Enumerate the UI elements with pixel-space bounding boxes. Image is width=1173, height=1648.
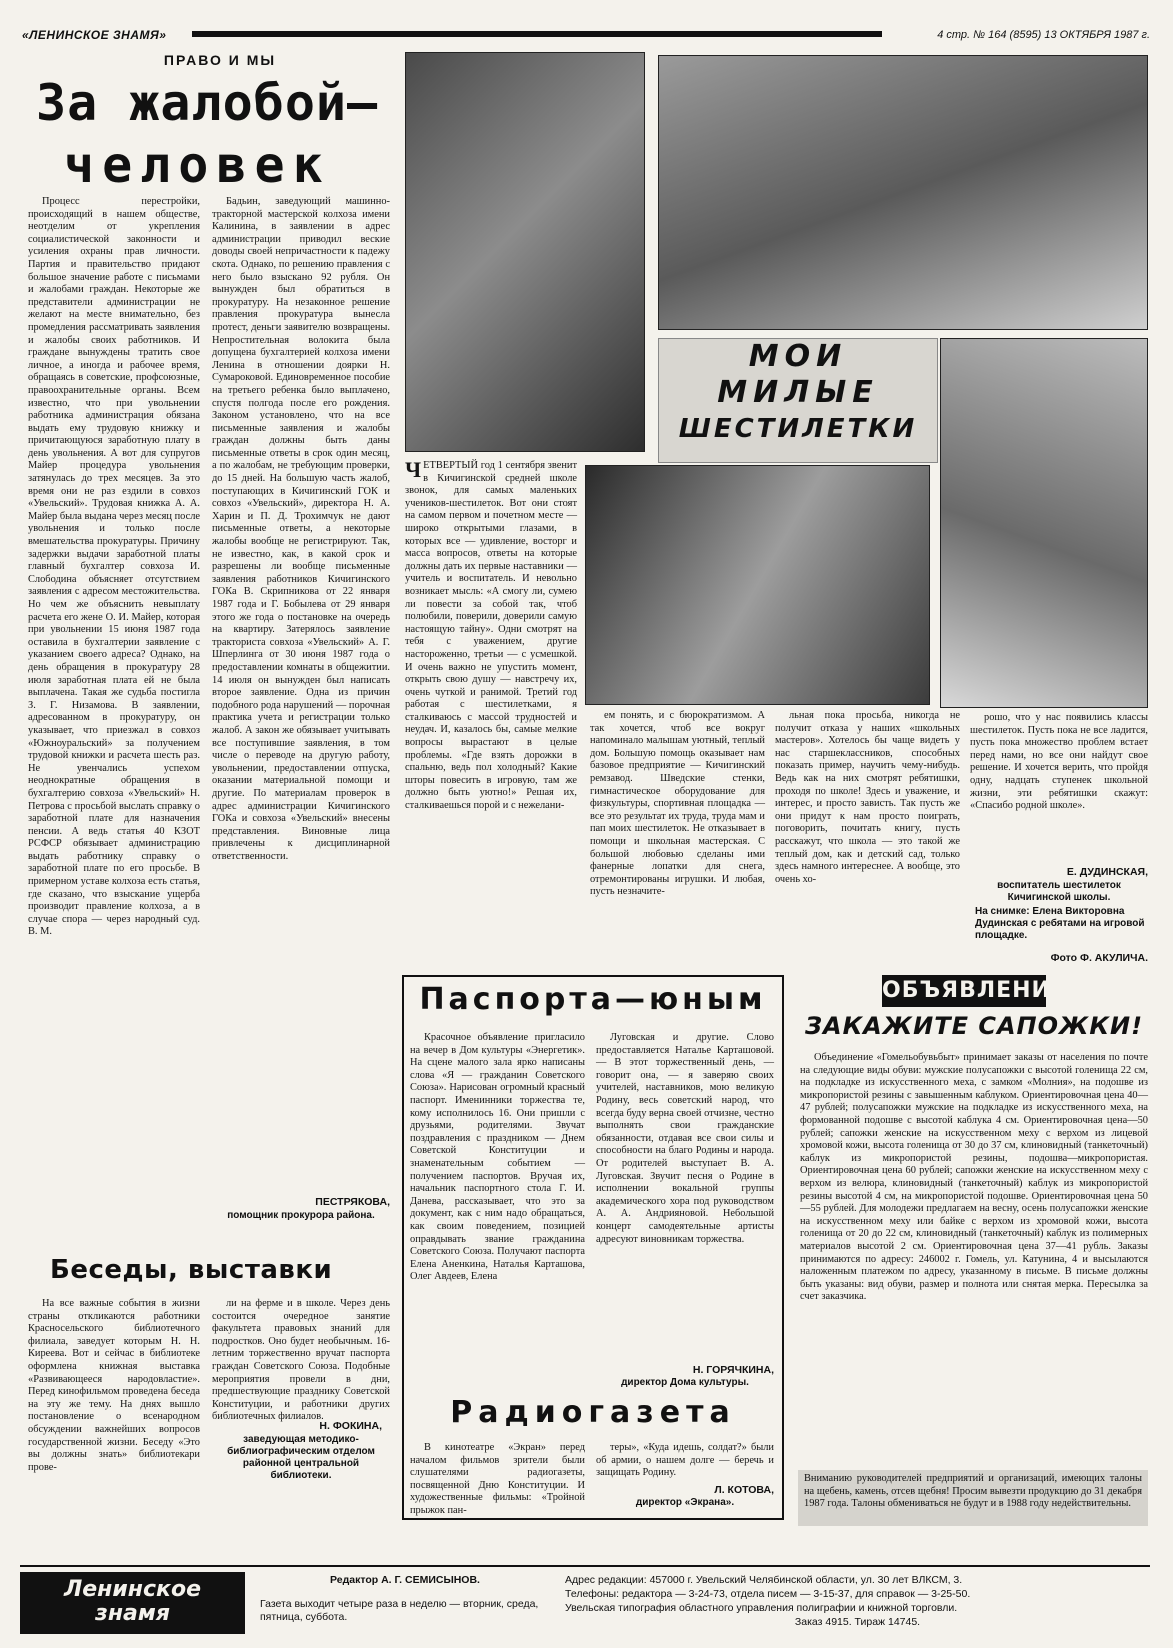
photo-teacher-with-children <box>405 52 645 452</box>
article1-title-line2: человек <box>64 136 331 194</box>
article4-signature-role: директор Дома культуры. <box>621 1377 749 1388</box>
paper-name-header: «ЛЕНИНСКОЕ ЗНАМЯ» <box>22 28 167 42</box>
article3-column-d <box>970 712 1148 860</box>
article5-signature-role: директор «Экрана». <box>635 1497 735 1508</box>
footer-logo <box>20 1572 245 1634</box>
article3-column-a <box>405 457 577 1000</box>
article2-signature-role: заведующая методико-библиографическим отделом районной центральной библиотеки. <box>227 1434 375 1481</box>
article5-column-1 <box>410 1442 585 1516</box>
article2-column-1 <box>28 1298 200 1495</box>
article3-heading-line3: ШЕСТИЛЕТКИ <box>678 414 918 444</box>
article3-col-d-text: рошо, что у нас появились классы шестилеток. Пусть пока не все ладится, пусть пока множество проблем встает перед нами, но все они найдут свое решение. И хочется верить, что пройдя одну, надцать ступенек школьной жизни, эти ребятишки скажут: «Спасибо родной школе». <box>970 712 1148 812</box>
article2-signature: Н. ФОКИНА, <box>319 1420 382 1432</box>
article1-col1-text: Процесс перестройки, происходящий в нашем обществе, неотделим от укрепления социалистической законности и усиления охраны прав личности. Партия и правительство придают большое значение работе с письмами и жалобами граждан. Некоторые же представители администрации не желают на месте внимательно, без промедления рассматривать заявления и жалобы своих работников. И граждане вынуждены тратить свое личное, а иногда и рабочее время, обращаясь в советские, профсоюзные, правоохранительные органы. Всем известно, что при увольнении работника администрация обязана выдать ему трудовую книжку и причитающуюся заработную плату в день увольнения. А вот для супругов Майер процедура увольнения затянулась до трех месяцев. За это время они не раз ездили в совхоз «Увельский». Трудовая книжка А. А. Майер была выдана через месяц после увольнения и только после вмешательства прокуратуры. Причину задержки выдачи заработной платы главный бухгалтер совхоза И. Слободина объясняет отсутствием заявления с адресом местожительства. Но чем же объяснить невыплату расчета его жене О. И. Майер, которая при увольнении 15 июня 1987 года оставила в бухгалтерии заявление с указанием своего адреса? Однако, на день обращения в прокуратуру 28 июля заработная плата ей не была выплачена. Такая же судьба постигла З. Г. Низамова. В заявлении, адресованном в прокуратуру, он указывает, что приезжал в совхоз «Южноуральский» за получением трудовой книжки и расчета шесть раз. Не увенчались успехом неоднократные обращения в бухгалтерию совхоза «Увельский» Н. Петрова с просьбой выслать справку о заработной плате для назначения пенсии. А ведь статья 40 КЗОТ РСФСР обязывает администрацию выдать работнику справку о заработной плате по его просьбе. В примерном уставе колхоза есть статья, где сказано, что взыскание ущерба производит правление колхоза, а в случае спора — через народный суд. В. М. <box>28 196 200 938</box>
article1-column-1 <box>28 196 200 1223</box>
article5-col2-text: теры», «Куда идешь, солдат?» были об армии, о нашем долге — беречь и защищать Родину. <box>596 1442 774 1479</box>
ads-badge: ОБЪЯВЛЕНИЯ <box>882 975 1046 1007</box>
article4-column-1 <box>410 1032 585 1282</box>
header-rule <box>192 31 882 37</box>
ads-text-body: Объединение «Гомельобувьбыт» принимает заказы от населения по почте на следующие виды обуви: мужские полусапожки с высотой голенища 22 см, на подкладке из искусственного меха, с замком «Молния», на подошве из микропористой резины с завышенным каблуком. Ориентировочная цена 40—47 рублей; полусапожки мужские на подкладке из искусственного меха, на формованной подошве с высотой каблука 4 см. Ориентировочная цена—50 рублей; сапожки женские на искусственном меху с верхом из лицевой хромовой кожи, высота голенища от 30 до 37 см, клиновидный (танкеточный) каблук из микропористой резины, подошва—микропористая. Ориентировочная цена 60 рублей; сапожки женские на искусственном меху с верхом из велюра, клиновидный (танкеточный) каблук из микропористой резины высотой 4 см, на микропористой подошве. Ориентировочная цена 50—55 рублей. Для молодежи предлагаем на весну, осень полусапожки женские на искусственном меху или байке с верхом из хромовой кожи, высота голенища от 20 до 22 см, клиновидный (танкеточный) каблук из полимерных материалов высотой 2 см. Ориентировочная цена 37—41 рубль. Заказы принимаются по адресу: 246002 г. Гомель, ул. Катунина, 4 и высылаются наложенным платежом по адресу, указанному в письме. В письме должны быть указаны: вид обуви, размер и полнота или снятая мерка. Пересылка за счет заказчика. <box>800 1052 1148 1303</box>
article5-column-2 <box>596 1442 774 1482</box>
article1-column-2 <box>212 196 390 1186</box>
article1-rubric: ПРАВО И МЫ <box>163 52 277 68</box>
article3-column-c <box>775 710 960 962</box>
article4-signature: Н. ГОРЯЧКИНА, <box>692 1364 774 1376</box>
article4-col1-text: Красочное объявление пригласило на вечер в Дом культуры «Энергетик». На сцене малого зала ярко написаны слова «Я — гражданин Советского Союза». Нарисован огромный красный паспорт. Именинники торжества те, кому исполнилось 16. Они пришли с друзьями, родителями. Звучат поздравления с праздником — Днем Советской Конституции и знаменательным событием — получением паспортов. Вручая их, начальник паспортного стола Г. И. Данева, рассказывает, что это за документ, как с ним надо обращаться, как своим поведением, позицией оправдывать звание гражданина Советского Союза. Получают паспорта Елена Аненкина, Наталья Карташова, Олег Авдеев, Елена <box>410 1032 585 1283</box>
article3-column-b <box>590 710 765 962</box>
article3-heading-line1: МОИ <box>748 339 848 374</box>
ads-notice <box>798 1470 1148 1526</box>
article5-title: Радиогазета <box>450 1395 736 1430</box>
ads-text <box>800 1052 1148 1462</box>
issue-info: 4 стр. № 164 (8595) 13 ОКТЯБРЯ 1987 г. <box>937 29 1150 41</box>
article3-heading-line2: МИЛЫЕ <box>717 375 879 410</box>
article3-col-c-text: льная пока просьба, никогда не получит отказа у наших «школьных мастеров». Хотелось бы чаще видеть у нас старшеклассников, способных показать пример, научить чему-нибудь. Ведь как на них смотрят ребятишки, проходя по школе! Здесь и уважение, и интерес, и просто зависть. Так пусть же они придут к нам просто поиграть, поговорить, почитать книгу, пусть расскажут, что школа — это такой же теплый дом, как и детский сад, только здесь намного интереснее. А вообще, это очень хо- <box>775 710 960 885</box>
footer-logo-line1: Ленинское <box>63 1577 202 1602</box>
footer-address: Адрес редакции: 457000 г. Увельский Челябинской области, ул. 30 лет ВЛКСМ, 3. <box>565 1574 963 1586</box>
article3-signature: Е. ДУДИНСКАЯ, <box>1066 866 1148 878</box>
article5-col1-text: В кинотеатре «Экран» перед началом фильмов зрители были слушателями радиогазеты, посвященной Дню Конституции. И художественные фильмы: «Тройной прыжок пан- <box>410 1442 585 1516</box>
article1-signature: ПЕСТРЯКОВА, <box>315 1196 390 1208</box>
footer-editor: Редактор А. Г. СЕМИСЫНОВ. <box>330 1574 480 1586</box>
article2-title: Беседы, выставки <box>50 1255 333 1285</box>
footer-logo-line2: знамя <box>95 1601 170 1626</box>
article1-col2-text: Бадьин, заведующий машинно-тракторной мастерской колхоза имени Калинина, в заявлении в адрес администрации приводил веские доводы своей непричастности к падежу скота. Однако, по решению правления с него было взыскано 92 рубля. Он вынужден был обратиться в прокуратуру. На незаконное решение правления прокуратура вынесла протест, деньги заявителю возвращены. Непростительная волокита была допущена бухгалтерией колхоза имени Ленина в отношении доярки Н. Сумароковой. Единовременное пособие на третьего ребенка было выплачено, спустя полгода после его рождения. Законом установлено, что на все письменные заявления и жалобы граждан должны быть даны письменные ответы в срок один месяц, а по жалобам, не требующим проверки, до 15 дней. На большую часть жалоб, поступающих в Кичигинский ГОК и совхоз «Увельский», директора Н. А. Харин и П. Д. Трохимчук не дают письменные ответы, а некоторые жалобы вообще не регистрируют. Так, не известно, как, в какой срок и разрешены ли вообще письменные заявления работников Кичигинского ГОКа В. Скрипникова от 22 января 1987 года и Г. Бобылева от 29 января этого же года о постановке на очередь на квартиру. Затерялось заявление тракториста совхоза «Увельский» А. Г. Шперлинга от 30 июня 1987 года о предоставлении комнаты в общежитии. 14 июля он вынужден был написать второе заявление. Одна из причин подобного рода нарушений — порочная практика учета и регистрации только жалоб. А закон же обязывает учитывать все поступившие заявления, в том числе о переводе на другую работу, увольнении, предоставлении отпуска, оказании материальной помощи и другие. По материалам проверок в адрес администрации Кичигинского ГОКа и совхоза «Увельский» внесены представления. Виновные лица привлечены к дисциплинарной ответственности. <box>212 196 390 862</box>
footer-phones: Телефоны: редактора — 3-24-73, отдела писем — 3-15-37, для справок — 3-25-50. <box>565 1588 971 1600</box>
article3-heading-box <box>658 338 938 463</box>
article2-col2-text: ли на ферме и в школе. Через день состоится очередное занятие факультета правовых знаний для подростков. Оно будет необычным. 16-летним торжественно вручат паспорта граждан Советского Союза. Подобные мероприятия провели в дни, предшествующие празднику Советской Конституции, и работники других библиотечных филиалов. <box>212 1298 390 1423</box>
article3-col-b-text: ем понять, и с бюрократизмом. А так хочется, чтоб все вокруг напоминало малышам уютный, теплый дом. Большую помощь оказывает нам базовое предприятие — Кичигинский ремзавод. Шведские стенки, гимнастическое оборудование для физкультуры, спортивная площадка — все это результат их труда, труда мам и пап моих шестилеток. Не отказывает в помощи и школьная мастерская. С большой любовью сделаны ими фанерные лопатки для снега, отремонтированы игрушки. И любая, пусть незначите- <box>590 710 765 898</box>
footer-order: Заказ 4915. Тираж 14745. <box>794 1616 921 1628</box>
article3-photo-credit: Фото Ф. АКУЛИЧА. <box>1050 952 1148 964</box>
article2-column-2 <box>212 1298 390 1423</box>
article1-signature-role: помощник прокурора района. <box>227 1210 375 1221</box>
article3-photo-caption: На снимке: Елена Викторовна Дудинская с ребятами на игровой площадке. <box>975 906 1145 941</box>
article4-column-2 <box>596 1032 774 1362</box>
article3-col-a-text: ЕТВЕРТЫЙ год 1 сентября звенит в Кичигинской средней школе звонок, для самых маленьких учеников-шестилеток. Вот они стоят на самом первом и почетном месте — широко открытыми глазами, в которых все — удивление, восторг и масса вопросов, ответы на которые должны дать их первые наставники — учитель и воспитатель. И невольно возникает мысль: «А смогу ли, сумею ли повести за собой так, чтоб полюбили, поверили, доверили самую настоящую тайну». Одни смотрят на тебя с уважением, другие настороженно, третьи — с усмешкой. И очень важно не упустить момент, открыть свою душу — навстречу их, очень чуткой и ранимой. Третий год работая с шестилетками, я сталкиваюсь с массой трудностей и неудач. И, казалось бы, самые мелкие вопросы вырастают в целые проблемы. «Где взять дорожки в спальню, ведь пол холодный? Какие шторы повесить в игровую, там же должно быть уютно!» Решая их, сталкиваешься порой и с нежелани- <box>405 460 577 812</box>
article5-signature: Л. КОТОВА, <box>714 1484 774 1496</box>
photo-girl-on-swing <box>940 338 1148 708</box>
photo-children-playground <box>658 55 1148 330</box>
article2-col1-text: На все важные события в жизни страны откликаются работники Красносельского библиотечного филиала, заведует которым Н. Н. Киреева. Вот и сейчас в библиотеке оформлена книжная выставка «Развивающееся народовластие». Перед кинофильмом проведена беседа на эту же тему. На днях вышло постановление о всенародном обсуждении важнейших вопросов государственной жизни. Беседу «Это вы должны знать» библиотекари прове- <box>28 1298 200 1473</box>
footer-printer: Увельская типография областного управления полиграфии и книжной торговли. <box>565 1602 958 1614</box>
article3-dropcap: Ч <box>405 457 422 482</box>
ads-title: ЗАКАЖИТЕ САПОЖКИ! <box>804 1012 1144 1040</box>
article3-signature-role: воспитатель шестилеток Кичигинской школы. <box>997 880 1121 903</box>
footer-rule <box>20 1565 1150 1567</box>
footer-schedule: Газета выходит четыре раза в неделю — вторник, среда, пятница, суббота. <box>260 1598 539 1623</box>
photo-girl-in-hood <box>585 465 930 705</box>
ads-notice-text: Вниманию руководителей предприятий и организаций, имеющих талоны на щебень, камень, отсев щебня! Просим вывезти продукцию до 31 декабря 1987 года. Талоны обмениваться не будут и в 1988 году недействительны. <box>804 1473 1142 1510</box>
article4-title: Паспорта—юным <box>419 982 767 1017</box>
article4-col2-text: Луговская и другие. Слово предоставляется Наталье Карташовой. — В этот торжественный день, — говорит она, — я заверяю своих учителей, наставников, мою великую Родину, весь советский народ, что всегда буду верна своей отчизне, честно выполнять свои гражданские обязанности, отдавая все свои силы и способности на благо Родины и народа. От родителей выступает В. А. Луговская. Звучит песня о Родине в исполнении вокальной группы академического хора под руководством А. А. Андрияновой. Небольшой концерт самодеятельные артисты адресуют виновникам торжества. <box>596 1032 774 1245</box>
article1-title-line1: За жалобой— <box>36 74 379 132</box>
